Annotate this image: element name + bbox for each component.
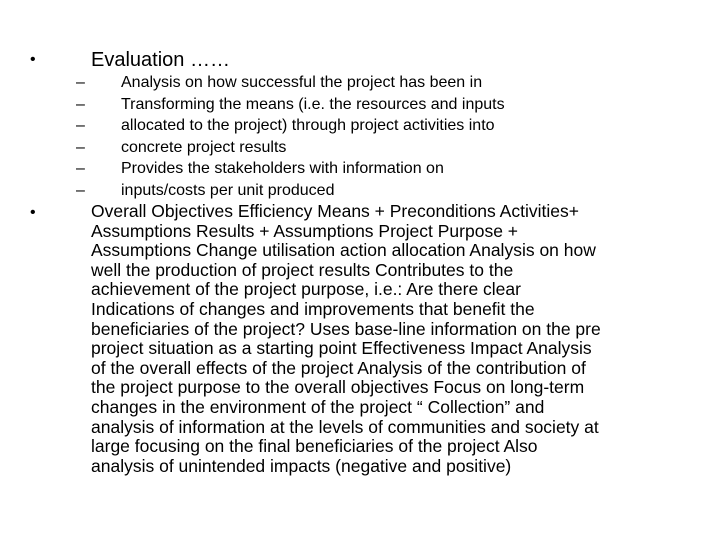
sub-item-text: inputs/costs per unit produced xyxy=(121,181,335,199)
paragraph-line: analysis of unintended impacts (negative and positive) xyxy=(91,455,512,476)
paragraph-line: project situation as a starting point Effectiveness Impact Analysis xyxy=(91,338,592,359)
paragraph-line: large focusing on the final beneficiaries of the project Also xyxy=(91,436,538,457)
objectives-paragraph xyxy=(91,202,691,476)
dash-marker: – xyxy=(76,95,85,113)
sub-item xyxy=(76,137,636,159)
bullet-objectives: • xyxy=(30,204,36,221)
paragraph-line: of the overall effects of the project Analysis of the contribution of xyxy=(91,357,586,378)
sub-item-text: Analysis on how successful the project has been in xyxy=(121,74,483,91)
paragraph-line: Indications of changes and improvements that benefit the xyxy=(91,298,535,319)
evaluation-heading: Evaluation …… xyxy=(91,49,230,71)
sub-item-text: Transforming the means (i.e. the resources and inputs xyxy=(121,95,505,113)
paragraph-line: analysis of information at the levels of communities and society at xyxy=(91,416,599,437)
paragraph-line: achievement of the project purpose, i.e.: Are there clear xyxy=(91,279,521,300)
sub-item xyxy=(76,180,636,202)
paragraph-line: beneficiaries of the project? Uses base-line information on the pre xyxy=(91,318,601,339)
dash-marker: – xyxy=(76,160,85,178)
paragraph-line: Assumptions Change utilisation action allocation Analysis on how xyxy=(91,240,596,261)
sub-item xyxy=(76,94,636,116)
paragraph-line: Assumptions Results + Assumptions Project Purpose + xyxy=(91,220,519,241)
paragraph-line: well the production of project results Contributes to the xyxy=(91,259,514,280)
sub-item-text: concrete project results xyxy=(121,138,287,156)
sub-item xyxy=(76,158,636,180)
dash-marker: – xyxy=(76,117,85,135)
sub-item xyxy=(76,115,636,137)
sub-item-text: allocated to the project) through project activities into xyxy=(121,117,495,135)
sub-item-text: Provides the stakeholders with information on xyxy=(121,160,444,178)
dash-marker: – xyxy=(76,74,85,91)
paragraph-line: changes in the environment of the project “ Collection” and xyxy=(91,396,545,417)
sub-item xyxy=(76,72,636,94)
dash-marker: – xyxy=(76,138,85,156)
paragraph-line: Overall Objectives Efficiency Means + Preconditions Activities+ xyxy=(91,201,579,221)
evaluation-sublist xyxy=(76,72,636,202)
bullet-evaluation: • xyxy=(30,51,36,68)
dash-marker: – xyxy=(76,181,85,199)
paragraph-line: the project purpose to the overall objectives Focus on long-term xyxy=(91,377,585,398)
